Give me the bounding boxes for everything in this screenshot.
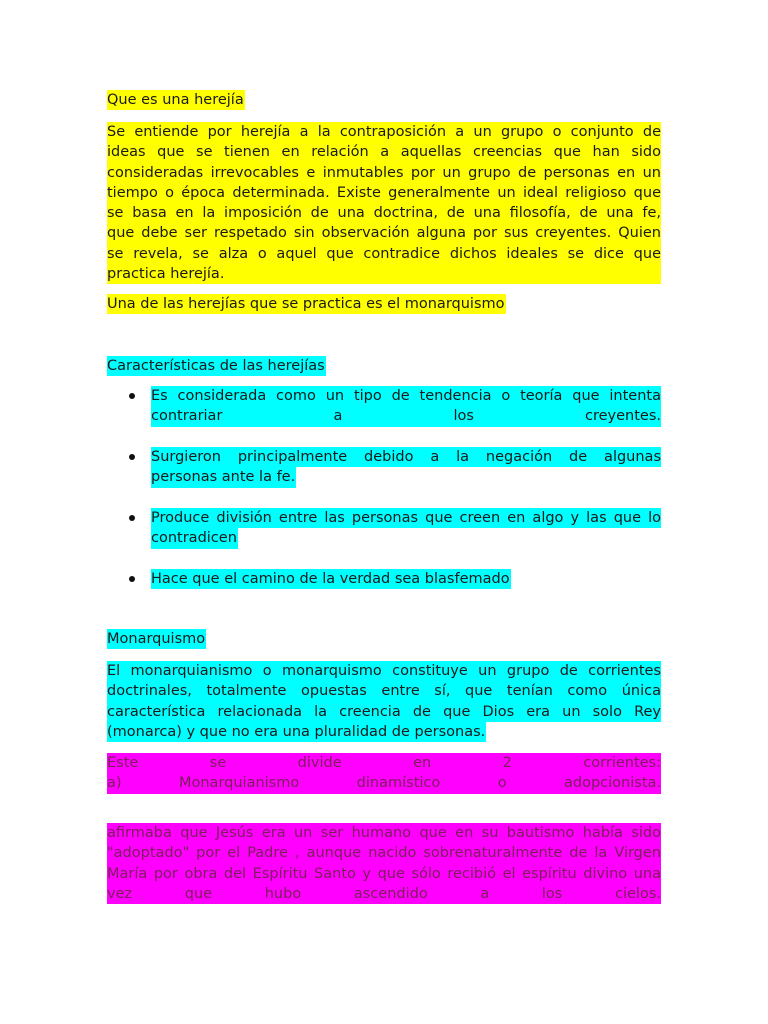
paragraph-line: tiempo o época determinada. Existe generalmente un ideal religioso que bbox=[107, 184, 661, 201]
paragraph-line: El monarquianismo o monarquismo constituye un grupo de corrientes bbox=[107, 661, 661, 681]
paragraph-line: vez que hubo ascendido a los cielos. bbox=[107, 885, 661, 902]
paragraph-line: afirmaba que Jesús era un ser humano que en su bautismo había sido bbox=[107, 825, 661, 841]
section-heading-monarquismo bbox=[107, 629, 661, 649]
paragraph-line: característica relacionada la creencia de que Dios era un solo Rey bbox=[107, 702, 661, 722]
bullet-icon bbox=[129, 576, 135, 582]
paragraph-monarquismo-intro bbox=[107, 294, 661, 314]
list-item-line: Surgieron principalmente debido a la negación de algunas bbox=[151, 447, 661, 467]
list-item-line: personas ante la fe. bbox=[151, 467, 296, 487]
paragraph-monarquianismo bbox=[107, 661, 661, 742]
paragraph-line: ideas que se tienen en relación a aquellas creencias que han sido bbox=[107, 144, 661, 161]
heading-text: Características de las herejías bbox=[107, 356, 326, 376]
paragraph-line: Se entiende por herejía a la contraposición a un grupo o conjunto de bbox=[107, 124, 661, 140]
paragraph-line: que debe ser respetado sin observación alguna por sus creyentes. Quien bbox=[107, 225, 661, 242]
paragraph-line: se revela, se alza o aquel que contradice dichos ideales se dice que bbox=[107, 245, 661, 262]
section-heading-caracteristicas bbox=[107, 356, 661, 376]
list-item-line: Es considerada como un tipo de tendencia o teoría que intenta bbox=[151, 386, 661, 406]
paragraph-line: consideradas irrevocables e inmutables por un grupo de personas en un bbox=[107, 164, 661, 181]
bullet-icon bbox=[129, 515, 135, 521]
heading-text: Que es una herejía bbox=[107, 90, 245, 110]
paragraph-definition bbox=[107, 122, 661, 284]
heading-text: Monarquismo bbox=[107, 629, 206, 649]
paragraph-line: a) Monarquianismo dinamístico o adopcionista. bbox=[107, 775, 661, 792]
paragraph-line: Este se divide en 2 corrientes: bbox=[107, 755, 661, 771]
sentence-text: Una de las herejías que se practica es el monarquismo bbox=[107, 294, 506, 314]
section-heading-herejia bbox=[107, 90, 661, 110]
list-item-line: contradicen bbox=[151, 528, 238, 548]
list-item-line: contrariar a los creyentes. bbox=[151, 406, 661, 426]
paragraph-corrientes bbox=[107, 753, 661, 794]
paragraph-line: (monarca) y que no era una pluralidad de personas. bbox=[107, 722, 486, 742]
bullet-icon bbox=[129, 454, 135, 460]
paragraph-line: María por obra del Espíritu Santo y que sólo recibió el espíritu divino una bbox=[107, 865, 661, 882]
list-item-line: Produce división entre las personas que creen en algo y las que lo bbox=[151, 508, 661, 528]
paragraph-line: se basa en la imposición de una doctrina, de una filosofía, de una fe, bbox=[107, 205, 661, 222]
bullet-icon bbox=[129, 393, 135, 399]
paragraph-line: practica herejía. bbox=[107, 266, 225, 283]
paragraph-line: "adoptado" por el Padre , aunque nacido sobrenaturalmente de la Virgen bbox=[107, 845, 661, 862]
paragraph-line: doctrinales, totalmente opuestas entre sí, que tenían como única bbox=[107, 681, 661, 701]
list-item-line: Hace que el camino de la verdad sea blasfemado bbox=[151, 569, 511, 589]
paragraph-adopcionismo bbox=[107, 823, 661, 904]
